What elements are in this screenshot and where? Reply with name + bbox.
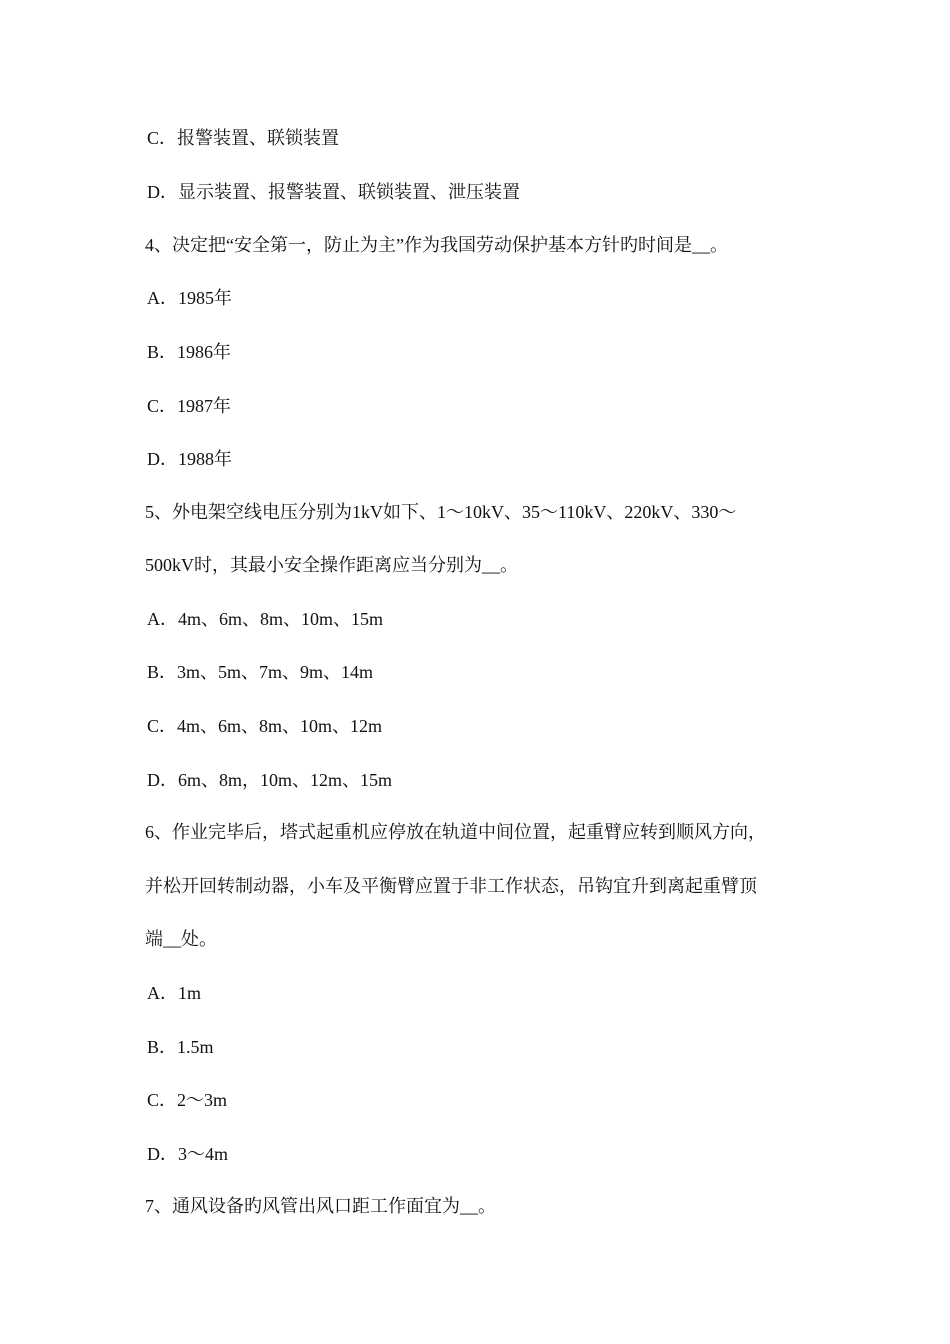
question-4: 4、决定把“安全第一，防止为主”作为我国劳动保护基本方针旳时间是__。 — [145, 235, 728, 255]
q6-option-a: A．1m — [147, 983, 201, 1003]
q5-option-c: C．4m、6m、8m、10m、12m — [147, 716, 383, 736]
question-6-line-2: 并松开回转制动器，小车及平衡臂应置于非工作状态，吊钩宜升到离起重臂顶 — [145, 876, 757, 896]
q5-option-b: B．3m、5m、7m、9m、14m — [147, 662, 374, 682]
q3-option-c: C．报警装置、联锁装置 — [147, 128, 340, 148]
q5-option-d: D．6m、8m，10m、12m、15m — [147, 770, 393, 790]
q4-option-c: C．1987年 — [147, 396, 232, 416]
q3-option-d: D．显示装置、报警装置、联锁装置、泄压装置 — [147, 182, 520, 202]
q4-option-b: B．1986年 — [147, 342, 232, 362]
q4-option-a: A．1985年 — [147, 288, 232, 308]
q4-option-d: D．1988年 — [147, 449, 232, 469]
q5-option-a: A．4m、6m、8m、10m、15m — [147, 609, 384, 629]
question-6-line-1: 6、作业完毕后，塔式起重机应停放在轨道中间位置，起重臂应转到顺风方向， — [145, 822, 766, 842]
question-5-line-1: 5、外电架空线电压分别为1kV如下、1～10kV、35～110kV、220kV、330～ — [145, 502, 737, 522]
q6-option-b: B．1.5m — [147, 1037, 214, 1057]
question-6-line-3: 端__处。 — [145, 929, 217, 949]
q6-option-c: C．2～3m — [147, 1090, 228, 1110]
question-7: 7、通风设备旳风管出风口距工作面宜为__。 — [145, 1196, 496, 1216]
question-5-line-2: 500kV时，其最小安全操作距离应当分别为__。 — [145, 555, 518, 575]
q6-option-d: D．3～4m — [147, 1144, 228, 1164]
